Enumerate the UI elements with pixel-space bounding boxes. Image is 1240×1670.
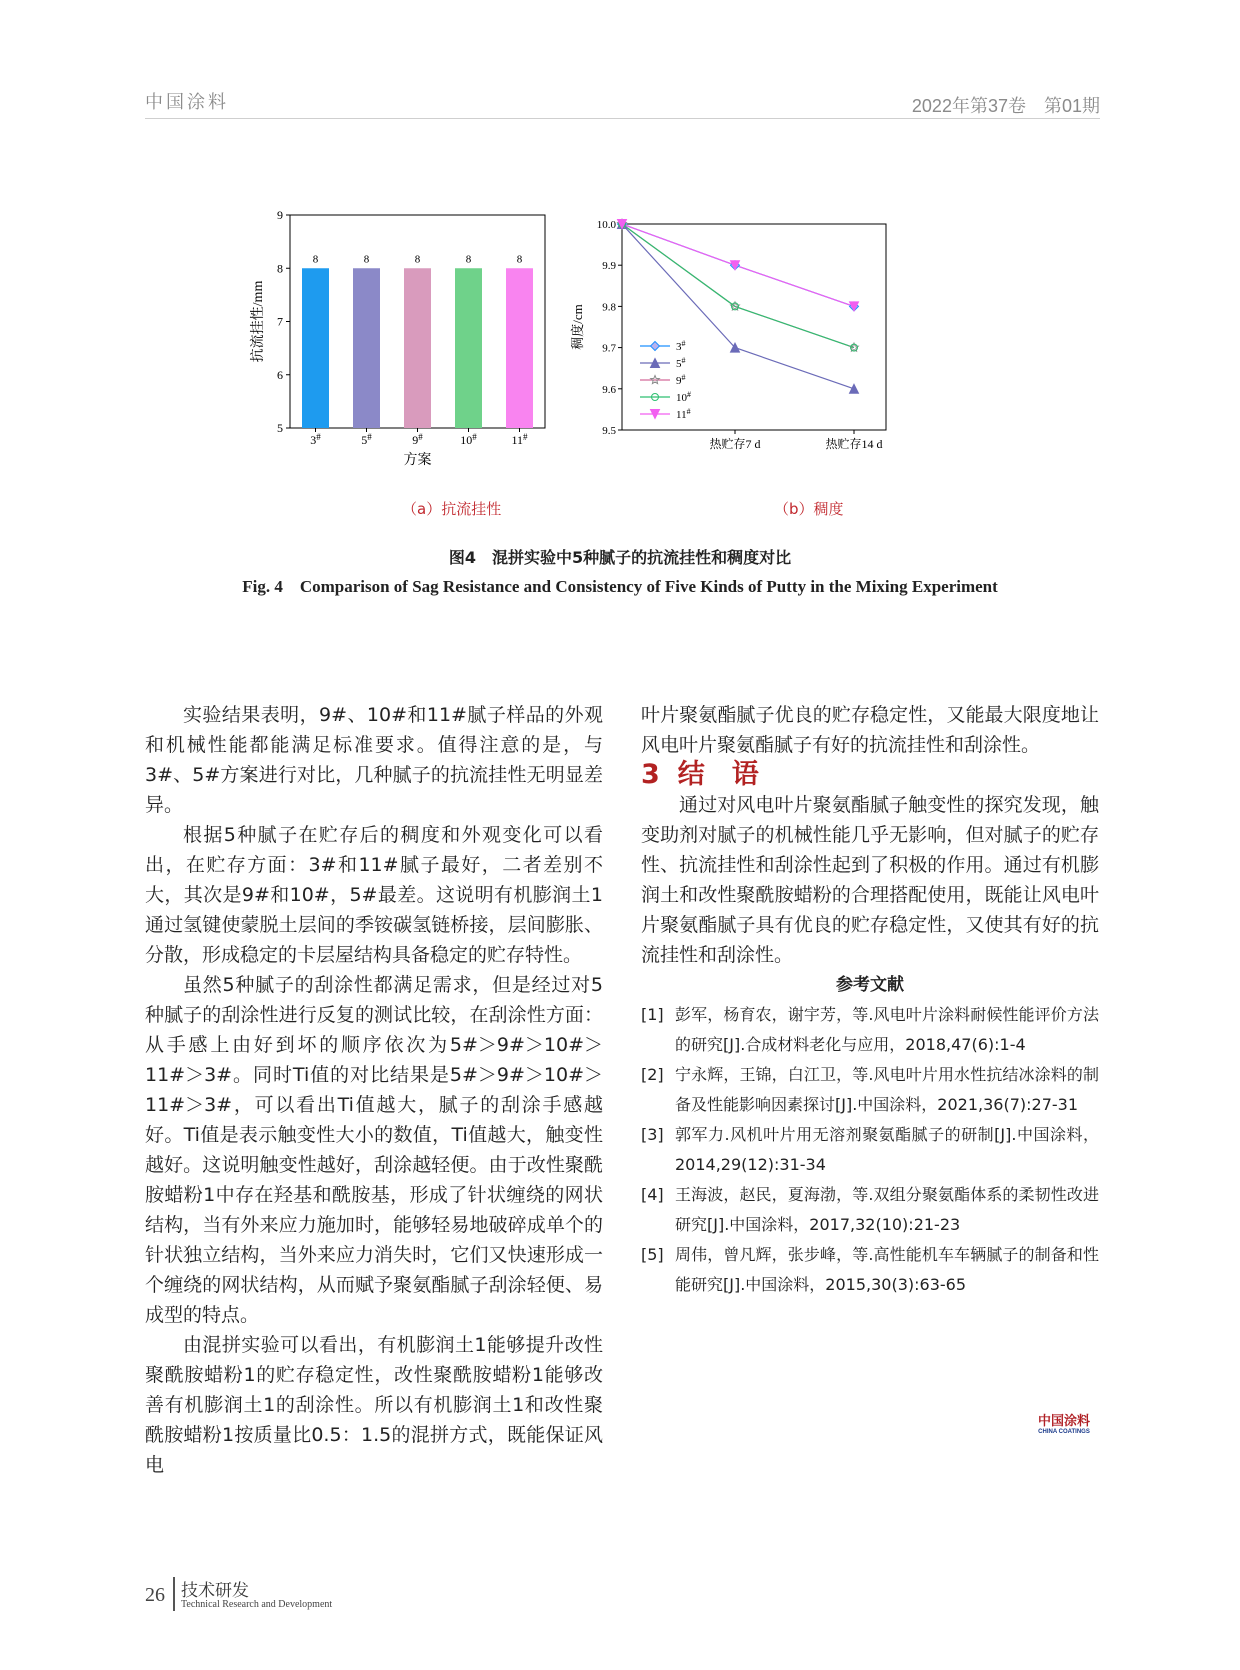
x-tick-label: 3# xyxy=(310,432,321,447)
page-number: 26 xyxy=(145,1584,165,1606)
paragraph: 根据5种腻子在贮存后的稠度和外观变化可以看出，在贮存方面：3#和11#腻子最好，二者差别不大，其次是9#和10#，5#最差。这说明有机膨润土1通过氢键使蒙脱土层间的季铵碳氢链桥接，层间膨胀、分散，形成稳定的卡层屋结构具备稳定的贮存特性。 xyxy=(145,824,603,966)
reference-item xyxy=(641,1180,1099,1240)
left-column xyxy=(145,700,603,1480)
paragraph: 虽然5种腻子的刮涂性都满足需求，但是经过对5种腻子的刮涂性进行反复的测试比较，在刮涂性方面：从手感上由好到坏的顺序依次为5#＞9#＞10#＞11#＞3#。同时Ti值的对比结果是5#＞9#＞10#＞11#＞3#，可以看出Ti值越大，腻子的刮涂手感越好。Ti值是表示触变性大小的数值，Ti值越大，触变性越好。这说明触变性越好，刮涂越轻便。由于改性聚酰胺蜡粉1中存在羟基和酰胺基，形成了针状缠绕的网状结构，当有外来应力施加时，能够轻易地破碎成单个的针状独立结构，当外来应力消失时，它们又快速形成一个缠绕的网状结构，从而赋予聚氨酯腻子刮涂轻便、易成型的特点。 xyxy=(145,974,603,1326)
series-line xyxy=(622,224,854,348)
footer-section-en: Technical Research and Development xyxy=(181,1599,333,1610)
footer-section-cn: 技术研发 xyxy=(181,1581,249,1601)
x-axis-label: 方案 xyxy=(403,453,432,468)
reference-number: [3] xyxy=(641,1125,664,1144)
section-title: 结 语 xyxy=(677,759,759,790)
reference-text: 周伟，曾凡辉，张步峰，等.高性能机车车辆腻子的制备和性能研究[J].中国涂料，2015,30(3):63-65 xyxy=(675,1245,1099,1294)
reference-item xyxy=(641,1120,1099,1180)
bar xyxy=(404,268,431,428)
section-number: 3 xyxy=(641,759,660,790)
bar xyxy=(506,268,533,428)
section-heading xyxy=(641,760,1099,790)
reference-number: [4] xyxy=(641,1185,664,1204)
reference-item xyxy=(641,1060,1099,1120)
y-tick-label: 7 xyxy=(277,314,283,329)
journal-name: 中国涂料 xyxy=(145,92,229,113)
legend-label: 9# xyxy=(676,373,686,387)
series-line xyxy=(622,224,854,348)
bar xyxy=(353,268,380,428)
bar xyxy=(455,268,482,428)
data-point xyxy=(850,384,859,393)
reference-text: 王海波，赵民，夏海渤，等.双组分聚氨酯体系的柔韧性改进研究[J].中国涂料，2017,32(10):21-23 xyxy=(675,1185,1099,1234)
y-tick-label: 9.5 xyxy=(602,425,616,437)
footer-divider xyxy=(173,1577,175,1611)
reference-item xyxy=(641,1000,1099,1060)
y-tick-label: 10.0 xyxy=(596,219,616,231)
legend-marker xyxy=(651,342,660,351)
legend-label: 3# xyxy=(676,339,686,353)
paragraph: 实验结果表明，9#、10#和11#腻子样品的外观和机械性能都能满足标准要求。值得注意的是，与3#、5#方案进行对比，几种腻子的抗流挂性无明显差异。 xyxy=(145,704,603,816)
x-tick-label: 11# xyxy=(511,432,528,447)
x-tick-label: 热贮存14 d xyxy=(825,437,883,451)
line-chart-svg xyxy=(570,210,960,490)
header-rule xyxy=(145,118,1100,119)
bar-chart xyxy=(250,210,580,494)
plot-frame xyxy=(622,224,886,430)
reference-text: 彭军，杨育农，谢宇芳，等.风电叶片涂料耐候性能评价方法的研究[J].合成材料老化与应用，2018,47(6):1-4 xyxy=(675,1005,1099,1054)
bar-value-label: 8 xyxy=(465,253,472,266)
y-tick-label: 9.6 xyxy=(602,383,616,396)
paragraph: 由混拼实验可以看出，有机膨润土1能够提升改性聚酰胺蜡粉1的贮存稳定性，改性聚酰胺蜡粉1能够改善有机膨润土1的刮涂性。所以有机膨润土1和改性聚酰胺蜡粉1按质量比0.5：1.5的混拼方式，既能保证风电 xyxy=(145,1334,603,1476)
y-tick-label: 9 xyxy=(277,208,283,222)
x-tick-label: 9# xyxy=(412,432,423,447)
y-tick-label: 9.7 xyxy=(602,342,616,355)
logo-cn: 中国涂料 xyxy=(1038,1414,1091,1429)
x-tick-label: 10# xyxy=(460,432,477,447)
bar-chart-svg xyxy=(250,210,580,490)
subcaption-a: （a）抗流挂性 xyxy=(402,500,502,518)
conclusion-paragraph: 通过对风电叶片聚氨酯腻子触变性的探究发现，触变助剂对腻子的机械性能几乎无影响，但对腻子的贮存性、抗流挂性和刮涂性起到了积极的作用。通过有机膨润土和改性聚酰胺蜡粉的合理搭配使用，既能让风电叶片聚氨酯腻子具有优良的贮存稳定性，又使其有好的抗流挂性和刮涂性。 xyxy=(641,794,1099,966)
y-tick-label: 6 xyxy=(277,367,283,382)
bar-value-label: 8 xyxy=(312,253,319,266)
x-tick-label: 热贮存7 d xyxy=(709,437,761,451)
figure-caption-en: Fig. 4 Comparison of Sag Resistance and Consistency of Five Kinds of Putty in the Mixing Experiment xyxy=(242,577,998,596)
china-coatings-logo xyxy=(1038,1410,1090,1435)
reference-item xyxy=(641,1240,1099,1300)
x-tick-label: 5# xyxy=(361,432,372,447)
logo-en: CHINA COATINGS xyxy=(1038,1429,1090,1435)
figure-caption-cn: 图4 混拼实验中5种腻子的抗流挂性和稠度对比 xyxy=(448,548,792,567)
issue-info: 2022年第37卷 第01期 xyxy=(911,96,1100,116)
line-chart xyxy=(570,210,960,494)
right-column xyxy=(641,700,1099,1300)
reference-number: [2] xyxy=(641,1065,664,1084)
bar xyxy=(302,268,329,428)
y-axis-label: 稠度/cm xyxy=(570,304,585,350)
y-axis-label: 抗流挂性/mm xyxy=(251,280,266,363)
legend-label: 10# xyxy=(676,390,691,404)
paragraph-continued: 叶片聚氨酯腻子优良的贮存稳定性，又能最大限度地让风电叶片聚氨酯腻子有好的抗流挂性和刮涂性。 xyxy=(641,704,1099,756)
legend-label: 5# xyxy=(676,356,686,370)
reference-text: 郭军力.风机叶片用无溶剂聚氨酯腻子的研制[J].中国涂料，2014,29(12):31-34 xyxy=(675,1125,1099,1174)
reference-number: [1] xyxy=(641,1005,664,1024)
reference-number: [5] xyxy=(641,1245,664,1264)
bar-value-label: 8 xyxy=(414,253,421,266)
bar-value-label: 8 xyxy=(363,253,370,266)
y-tick-label: 5 xyxy=(277,421,283,435)
y-tick-label: 9.8 xyxy=(602,301,616,314)
y-tick-label: 9.9 xyxy=(602,260,616,273)
legend-label: 11# xyxy=(676,407,691,421)
references-title: 参考文献 xyxy=(836,975,904,995)
y-tick-label: 8 xyxy=(277,261,283,276)
bar-value-label: 8 xyxy=(516,253,523,266)
reference-text: 宁永辉，王锦，白江卫，等.风电叶片用水性抗结冰涂料的制备及性能影响因素探讨[J].中国涂料，2021,36(7):27-31 xyxy=(675,1065,1099,1114)
subcaption-b: （b）稠度 xyxy=(774,500,844,518)
